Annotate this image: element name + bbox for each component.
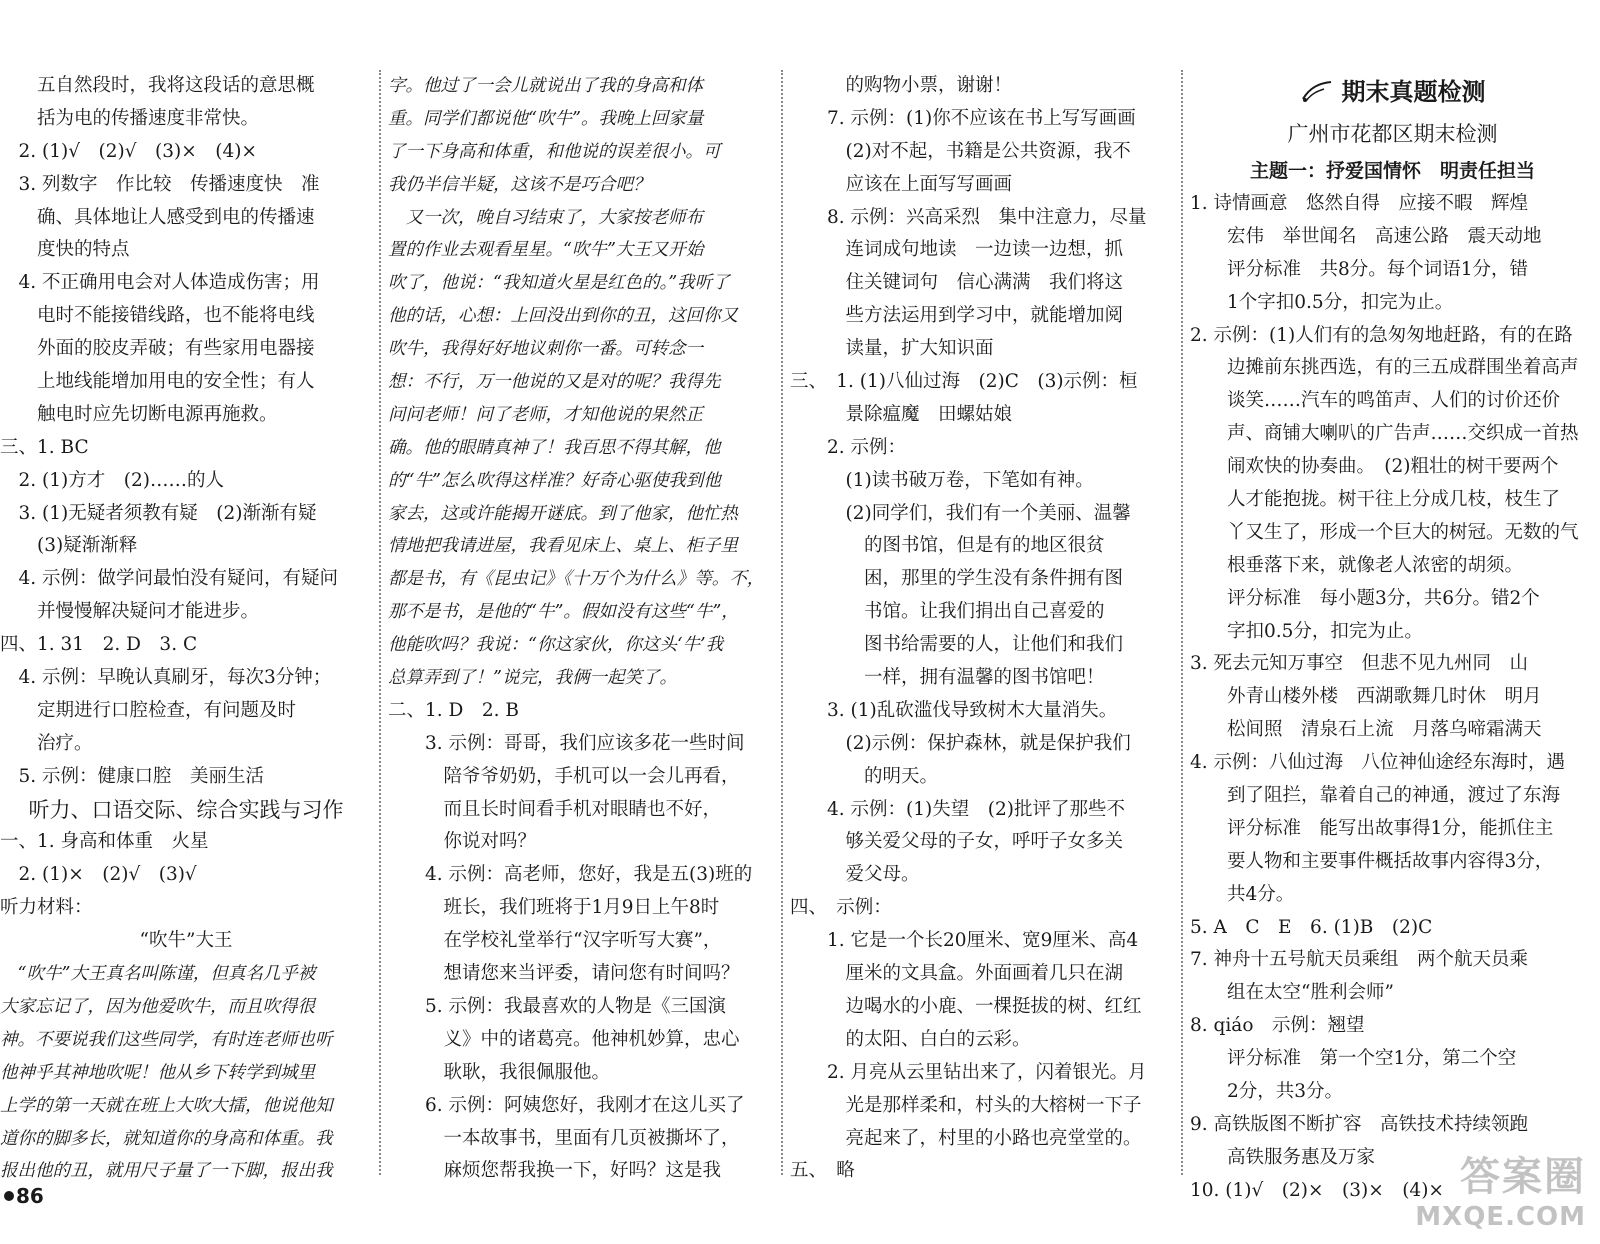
text-line: 5. 示例：我最喜欢的人物是《三国演 (388, 995, 727, 1017)
text-line: 都是书，有《昆虫记》《十万个为什么》等。不， (388, 569, 765, 590)
text-line: 书馆。让我们捐出自己喜爱的 (790, 601, 1105, 623)
text-line: 组在太空“胜利会师” (1190, 982, 1394, 1004)
text-line: 麻烦您帮我换一下，好吗？这是我 (388, 1160, 722, 1182)
text-line: 评分标准 每小题3分，共6分。错2个 (1190, 587, 1540, 609)
text-line: 我仍半信半疑，这该不是巧合吧？ (388, 174, 651, 195)
text-line: 四、1. 31 2. D 3. C (0, 634, 198, 656)
text-line: 字扣0.5分，扣完为止。 (1190, 620, 1423, 642)
text-line: 报出他的丑，就用尺子量了一下脚，报出我 (0, 1161, 333, 1182)
text-line: 那不是书，是他的“牛”。假如没有这些“牛”， (388, 602, 739, 623)
text-line: (3)疑渐渐释 (0, 535, 138, 557)
text-line: 括为电的传播速度非常快。 (0, 107, 260, 129)
text-line: 1. 它是一个长20厘米、宽9厘米、高4 (790, 930, 1139, 952)
text-line: 3. (1)乱砍滥伐导致树木大量消失。 (790, 699, 1118, 721)
text-line: 他能吹吗？我说：“你这家伙，你这头‘牛’我 (388, 635, 724, 656)
text-line: 光是那样柔和，村头的大榕树一下子 (790, 1094, 1142, 1116)
text-line: 爱父母。 (790, 864, 920, 886)
text-line: 你说对吗？ (388, 831, 537, 853)
text-line: 声、商铺大喇叭的广告声……交织成一首热 (1190, 423, 1579, 445)
text-line: 边喝水的小鹿、一棵挺拔的树、红红 (790, 995, 1142, 1017)
text-line: 到了阻拦，靠着自己的神通，渡过了东海 (1190, 785, 1561, 807)
text-line: 了一下身高和体重，和他说的误差很小。可 (388, 141, 721, 162)
text-line: 评分标准 共8分。每个词语1分，错 (1190, 258, 1529, 280)
text-line: 问问老师！问了老师，才知他说的果然正 (388, 404, 703, 425)
text-line: 耿耿，我很佩服他。 (388, 1061, 611, 1083)
text-line: (2)示例：保护森林，就是保护我们 (790, 732, 1131, 754)
text-line: 2分，共3分。 (1190, 1081, 1344, 1103)
text-line: 根垂落下来，就像老人浓密的胡须。 (1190, 554, 1524, 576)
text-line: 五自然段时，我将这段话的意思概 (0, 75, 315, 96)
text-line: 治疗。 (0, 732, 93, 754)
text-line: 3. 示例：哥哥，我们应该多花一些时间 (388, 732, 745, 754)
watermark-line-2: MXQE.COM (1415, 1202, 1586, 1232)
text-line: 图书给需要的人，让他们和我们 (790, 634, 1124, 656)
exam-title: 广州市花都区期末检测 (1287, 122, 1498, 146)
text-line: 在学校礼堂举行“汉字听写大赛”， (388, 930, 722, 952)
text-line: 四、 示例： (790, 897, 892, 919)
text-line: 厘米的文具盒。外面画着几只在湖 (790, 963, 1124, 985)
text-line: (2)对不起，书籍是公共资源，我不 (790, 140, 1131, 162)
text-line: 班长，我们班将于1月9日上午8时 (388, 897, 720, 919)
text-line: (1)读书破万卷，下笔如有神。 (790, 469, 1094, 491)
text-line: 9. 高铁版图不断扩容 高铁技术持续领跑 (1190, 1113, 1529, 1135)
text-line: 二、1. D 2. B (388, 699, 519, 721)
text-line: 3. 列数字 作比较 传播速度快 准 (0, 173, 320, 195)
text-line: 些方法运用到学习中，就能增加阅 (790, 305, 1124, 327)
text-line: 4. 示例：(1)失望 (2)批评了那些不 (790, 798, 1125, 820)
text-line: 4. 示例：早晚认真刷牙，每次3分钟； (0, 667, 332, 689)
text-line: 4. 示例：八仙过海 八位神仙途经东海时，遇 (1190, 752, 1566, 774)
text-line: 总算弄到了！”说完，我俩一起笑了。 (388, 668, 677, 689)
text-line: 吹了，他说：“我知道火星是红色的。”我听了 (388, 273, 730, 294)
text-line: 的太阳、白白的云彩。 (790, 1028, 1031, 1050)
text-line: 7. 示例：(1)你不应该在书上写写画画 (790, 107, 1136, 129)
text-line: 度快的特点 (0, 239, 130, 261)
text-line: 谈笑……汽车的鸣笛声、人们的讨价还价 (1190, 390, 1561, 412)
text-line: 外面的胶皮弄破；有些家用电器接 (0, 338, 315, 360)
text-line: 丫又生了，形成一个巨大的树冠。无数的气 (1190, 521, 1579, 543)
watermark (1415, 1145, 1586, 1232)
text-line: 陪爷爷奶奶，手机可以一会儿再看， (388, 765, 740, 787)
text-line: 三、1. BC (0, 436, 89, 458)
section-title (1190, 70, 1595, 114)
text-line: 4. 示例：高老师，您好，我是五(3)班的 (388, 864, 753, 886)
text-line: 景除瘟魔 田螺姑娘 (790, 403, 1013, 425)
section-title-text: 期末真题检测 (1341, 78, 1486, 106)
text-line: “吹牛”大王 (139, 930, 233, 952)
text-line: 3. (1)无疑者须教有疑 (2)渐渐有疑 (0, 502, 317, 524)
page-number-text: 86 (16, 1184, 44, 1208)
text-line: 大家忘记了，因为他爱吹牛，而且吹得很 (0, 996, 315, 1017)
text-line: 评分标准 第一个空1分，第二个空 (1190, 1048, 1517, 1070)
text-line: 2. (1)√ (2)√ (3)× (4)× (0, 140, 257, 162)
text-line: 定期进行口腔检查，有问题及时 (0, 699, 297, 721)
text-line: 的“牛”怎么吹得这样准？好奇心驱使我到他 (388, 470, 721, 491)
text-line: 2. 示例：(1)人们有的急匆匆地赶路，有的在路 (1190, 324, 1573, 346)
text-line: 人才能抱拢。树干往上分成几枝，枝生了 (1190, 489, 1561, 511)
text-line: “吹牛”大王真名叫陈谨，但真名几乎被 (0, 964, 316, 985)
text-line: 高铁服务惠及万家 (1190, 1146, 1376, 1168)
column-1 (0, 70, 372, 1188)
column-2 (388, 70, 773, 1188)
text-line: 一本故事书，里面有几页被撕坏了， (388, 1127, 740, 1149)
text-line: 闹欢快的协奏曲。 (2)粗壮的树干要两个 (1190, 456, 1559, 478)
text-line: 听力材料： (0, 897, 93, 919)
text-line: 5. 示例：健康口腔 美丽生活 (0, 765, 265, 787)
text-line: 2. (1)× (2)√ (3)√ (0, 864, 197, 886)
text-line: 2. 月亮从云里钻出来了，闪着银光。月 (790, 1061, 1147, 1083)
text-line: 读量，扩大知识面 (790, 338, 994, 360)
text-line: 想：不行，万一他说的又是对的呢？我得先 (388, 372, 721, 393)
text-line: 重。同学们都说他“吹牛”。我晚上回家量 (388, 108, 704, 129)
text-line: 共4分。 (1190, 883, 1295, 905)
text-line: 够关爱父母的子女，呼吁子女多关 (790, 831, 1124, 853)
text-line: 困，那里的学生没有条件拥有图 (790, 568, 1124, 590)
text-line: 上学的第一天就在班上大吹大擂，他说他知 (0, 1095, 333, 1116)
text-line: 7. 神舟十五号航天员乘组 两个航天员乘 (1190, 949, 1529, 971)
text-line: 8. qiáo 示例：翘望 (1190, 1015, 1365, 1037)
text-line: 义》中的诸葛亮。他神机妙算，忠心 (388, 1028, 740, 1050)
text-line: 1. 诗情画意 悠然自得 应接不暇 辉煌 (1190, 193, 1529, 214)
text-line: 4. 不正确用电会对人体造成伤害；用 (0, 272, 320, 294)
text-line: 置的作业去观看星星。“吹牛”大王又开始 (388, 240, 704, 261)
text-line: (2)同学们，我们有一个美丽、温馨 (790, 502, 1131, 524)
pen-swoosh-icon (1300, 79, 1334, 105)
text-line: 2. (1)方才 (2)……的人 (0, 469, 224, 491)
text-line: 松间照 清泉石上流 月落乌啼霜满天 (1190, 719, 1542, 741)
text-line: 上地线能增加用电的安全性；有人 (0, 371, 315, 393)
column-3 (790, 70, 1175, 1188)
text-line: 亮起来了，村里的小路也亮堂堂的。 (790, 1127, 1142, 1149)
text-line: 并慢慢解决疑问才能进步。 (0, 601, 260, 623)
text-line: 想请您来当评委，请问您有时间吗？ (388, 963, 740, 985)
text-line: 6. 示例：阿姨您好，我刚才在这儿买了 (388, 1094, 745, 1116)
text-line: 5. A C E 6. (1)B (2)C (1190, 916, 1433, 938)
text-line: 连词成句地读 一边读一边想，抓 (790, 239, 1124, 261)
text-line: 确、具体地让人感受到电的传播速 (0, 206, 315, 228)
column-divider (781, 70, 783, 1175)
bullet-icon (4, 1191, 14, 1201)
text-line: 神。不要说我们这些同学，有时连老师也听 (0, 1029, 333, 1050)
text-line: 而且长时间看手机对眼睛也不好， (388, 798, 722, 820)
page-number (4, 1184, 44, 1208)
text-line: 触电时应先切断电源再施救。 (0, 403, 278, 425)
text-line: 8. 示例：兴高采烈 集中注意力，尽量 (790, 206, 1147, 228)
text-line: 应该在上面写写画画 (790, 173, 1013, 195)
text-line: 宏伟 举世闻名 高速公路 震天动地 (1190, 225, 1542, 247)
column-4 (1190, 70, 1595, 1208)
text-line: 边摊前东挑西选，有的三五成群围坐着高声 (1190, 357, 1579, 379)
text-line: 吹牛，我得好好地议刺你一番。可转念一 (388, 339, 703, 360)
text-line: 要人物和主要事件概括故事内容得3分， (1190, 850, 1554, 872)
text-line: 五、 略 (790, 1160, 855, 1182)
text-line: 电时不能接错线路，也不能将电线 (0, 305, 315, 327)
watermark-line-1: 答案圈 (1460, 1154, 1586, 1200)
text-line: 一样，拥有温馨的图书馆吧！ (790, 667, 1105, 689)
text-line: 听力、口语交际、综合实践与习作 (28, 797, 344, 822)
text-line: 的明天。 (790, 765, 939, 787)
text-line: 评分标准 能写出故事得1分，能抓住主 (1190, 817, 1554, 839)
text-line: 的图书馆，但是有的地区很贫 (790, 535, 1105, 557)
text-line: 3. 死去元知万事空 但悲不见九州同 山 (1190, 653, 1529, 675)
text-line: 住关键词句 信心满满 我们将这 (790, 272, 1124, 294)
text-line: 一、1. 身高和体重 火星 (0, 831, 209, 853)
column-divider (379, 70, 381, 1175)
column-divider (1181, 70, 1183, 1175)
text-line: 2. 示例： (790, 436, 907, 458)
theme-title: 主题一：抒爱国情怀 明责任担当 (1249, 160, 1535, 182)
text-line: 他的话，心想：上回没出到你的丑，这回你又 (388, 306, 738, 327)
text-line: 情地把我请进屋，我看见床上、桌上、柜子里 (388, 536, 738, 557)
text-line: 4. 示例：做学问最怕没有疑问，有疑问 (0, 568, 339, 590)
text-line: 1个字扣0.5分，扣完为止。 (1190, 291, 1454, 313)
text-line: 外青山楼外楼 西湖歌舞几时休 明月 (1190, 686, 1542, 708)
text-line: 道你的脚多长，就知道你的身高和体重。我 (0, 1128, 333, 1149)
text-line: 字。他过了一会儿就说出了我的身高和体 (388, 76, 703, 96)
text-line: 10. (1)√ (2)× (3)× (4)× (1190, 1179, 1444, 1201)
text-line: 他神乎其神地吹呢！他从乡下转学到城里 (0, 1062, 315, 1083)
text-line: 又一次，晚自习结束了，大家按老师布 (388, 207, 703, 228)
text-line: 确。他的眼睛真神了！我百思不得其解，他 (388, 437, 721, 458)
text-line: 的购物小票，谢谢！ (790, 75, 1013, 96)
text-line: 三、 1. (1)八仙过海 (2)C (3)示例：桓 (790, 371, 1138, 393)
column-4-body (1190, 188, 1595, 1208)
text-line: 家去，这或许能揭开谜底。到了他家，他忙热 (388, 503, 738, 524)
